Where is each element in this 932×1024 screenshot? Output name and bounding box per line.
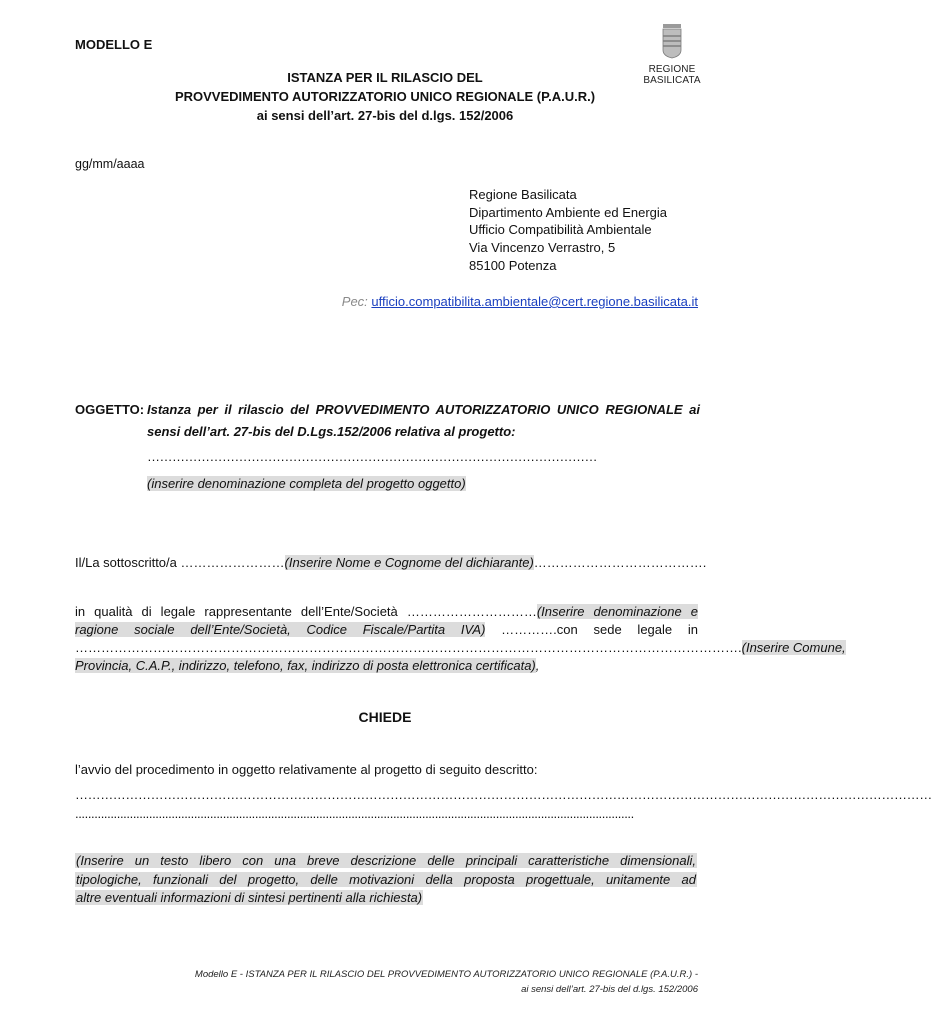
description-placeholder [75, 852, 697, 908]
footer-line-1: Modello E - ISTANZA PER IL RILASCIO DEL PROVVEDIMENTO AUTORIZZATORIO UNICO REGIONALE (P.A.U.R.) - [194, 969, 698, 980]
quality-line-1 [75, 604, 698, 619]
quality-line-3 [75, 640, 846, 655]
description-dots-2: .............................................................................................................................................................................. [75, 806, 634, 821]
model-label: MODELLO E [75, 37, 153, 52]
declarant-name-placeholder: (Inserire Nome e Cognome del dichiarante) [284, 555, 534, 570]
title-line-3: ai sensi dell’art. 27-bis del d.lgs. 152/2006 [256, 108, 514, 123]
title-line-1: ISTANZA PER IL RILASCIO DEL [287, 70, 483, 85]
address-placeholder-b: Provincia, C.A.P., indirizzo, telefono, fax, indirizzo di posta elettronica certificata) [75, 658, 536, 673]
date-placeholder: gg/mm/aaaa [75, 157, 145, 171]
oggetto-line-1: Istanza per il rilascio del PROVVEDIMENTO AUTORIZZATORIO UNICO REGIONALE ai [147, 402, 700, 417]
address-end: , [535, 658, 540, 673]
recipient-line-2: Dipartimento Ambiente ed Energia [469, 205, 668, 220]
oggetto-label: OGGETTO: [75, 402, 145, 417]
declarant-line [75, 555, 707, 570]
recipient-line-3: Ufficio Compatibilità Ambientale [469, 222, 652, 237]
recipient-line-1: Regione Basilicata [469, 187, 577, 202]
recipient-line-4: Via Vincenzo Verrastro, 5 [469, 240, 616, 255]
oggetto-hint [147, 476, 466, 491]
title-line-2: PROVVEDIMENTO AUTORIZZATORIO UNICO REGIONALE (P.A.U.R.) [174, 89, 596, 104]
sede-text: ………….con sede legale in [485, 622, 698, 637]
project-name-placeholder: (inserire denominazione completa del progetto oggetto) [147, 476, 466, 491]
pec-email-link[interactable]: ufficio.compatibilita.ambientale@cert.regione.basilicata.it [371, 294, 698, 309]
description-line-2: tipologiche, funzionali del progetto, delle motivazioni della proposta progettuale, unitamente ad [76, 871, 696, 887]
description-line-3: altre eventuali informazioni di sintesi pertinenti alla richiesta) [76, 890, 423, 905]
address-dots: ………………………………………………………………………………………………………………………………………. [75, 640, 742, 655]
quality-prefix: in qualità di legale rappresentante dell’Ente/Società ………………………… [75, 604, 537, 619]
footer-line-2: ai sensi dell’art. 27-bis del d.lgs. 152/2006 [521, 984, 698, 995]
address-placeholder-a: (Inserire Comune, [741, 640, 846, 655]
quality-line-2 [75, 622, 698, 637]
declarant-suffix: …………………………………. [533, 555, 707, 570]
oggetto-dots: ……………………………………………………………………………………………… [147, 449, 597, 464]
entity-placeholder-b: ragione sociale dell’Ente/Società, Codice Fiscale/Partita IVA) [75, 622, 486, 637]
coat-of-arms-icon [662, 24, 682, 58]
logo-caption: REGIONE BASILICATA [643, 64, 701, 86]
declarant-prefix: Il/La sottoscritto/a …………………… [75, 555, 285, 570]
avvio-text: l’avvio del procedimento in oggetto relativamente al progetto di seguito descritto: [75, 762, 538, 777]
quality-line-4 [75, 658, 539, 673]
oggetto-line-2: sensi dell’art. 27-bis del D.Lgs.152/2006 relativa al progetto: [147, 424, 516, 439]
description-dots-1: …………………………………………………………………………………………………………………………………………………………………………………… [75, 787, 932, 802]
pec-line [342, 294, 698, 309]
chiede-heading: CHIEDE [358, 709, 412, 725]
entity-placeholder-a: (Inserire denominazione e [536, 604, 699, 619]
pec-label: Pec: [341, 294, 368, 309]
description-line-1: (Inserire un testo libero con una breve descrizione delle principali caratteristiche dimensionali, [76, 853, 696, 868]
recipient-line-5: 85100 Potenza [469, 258, 557, 273]
